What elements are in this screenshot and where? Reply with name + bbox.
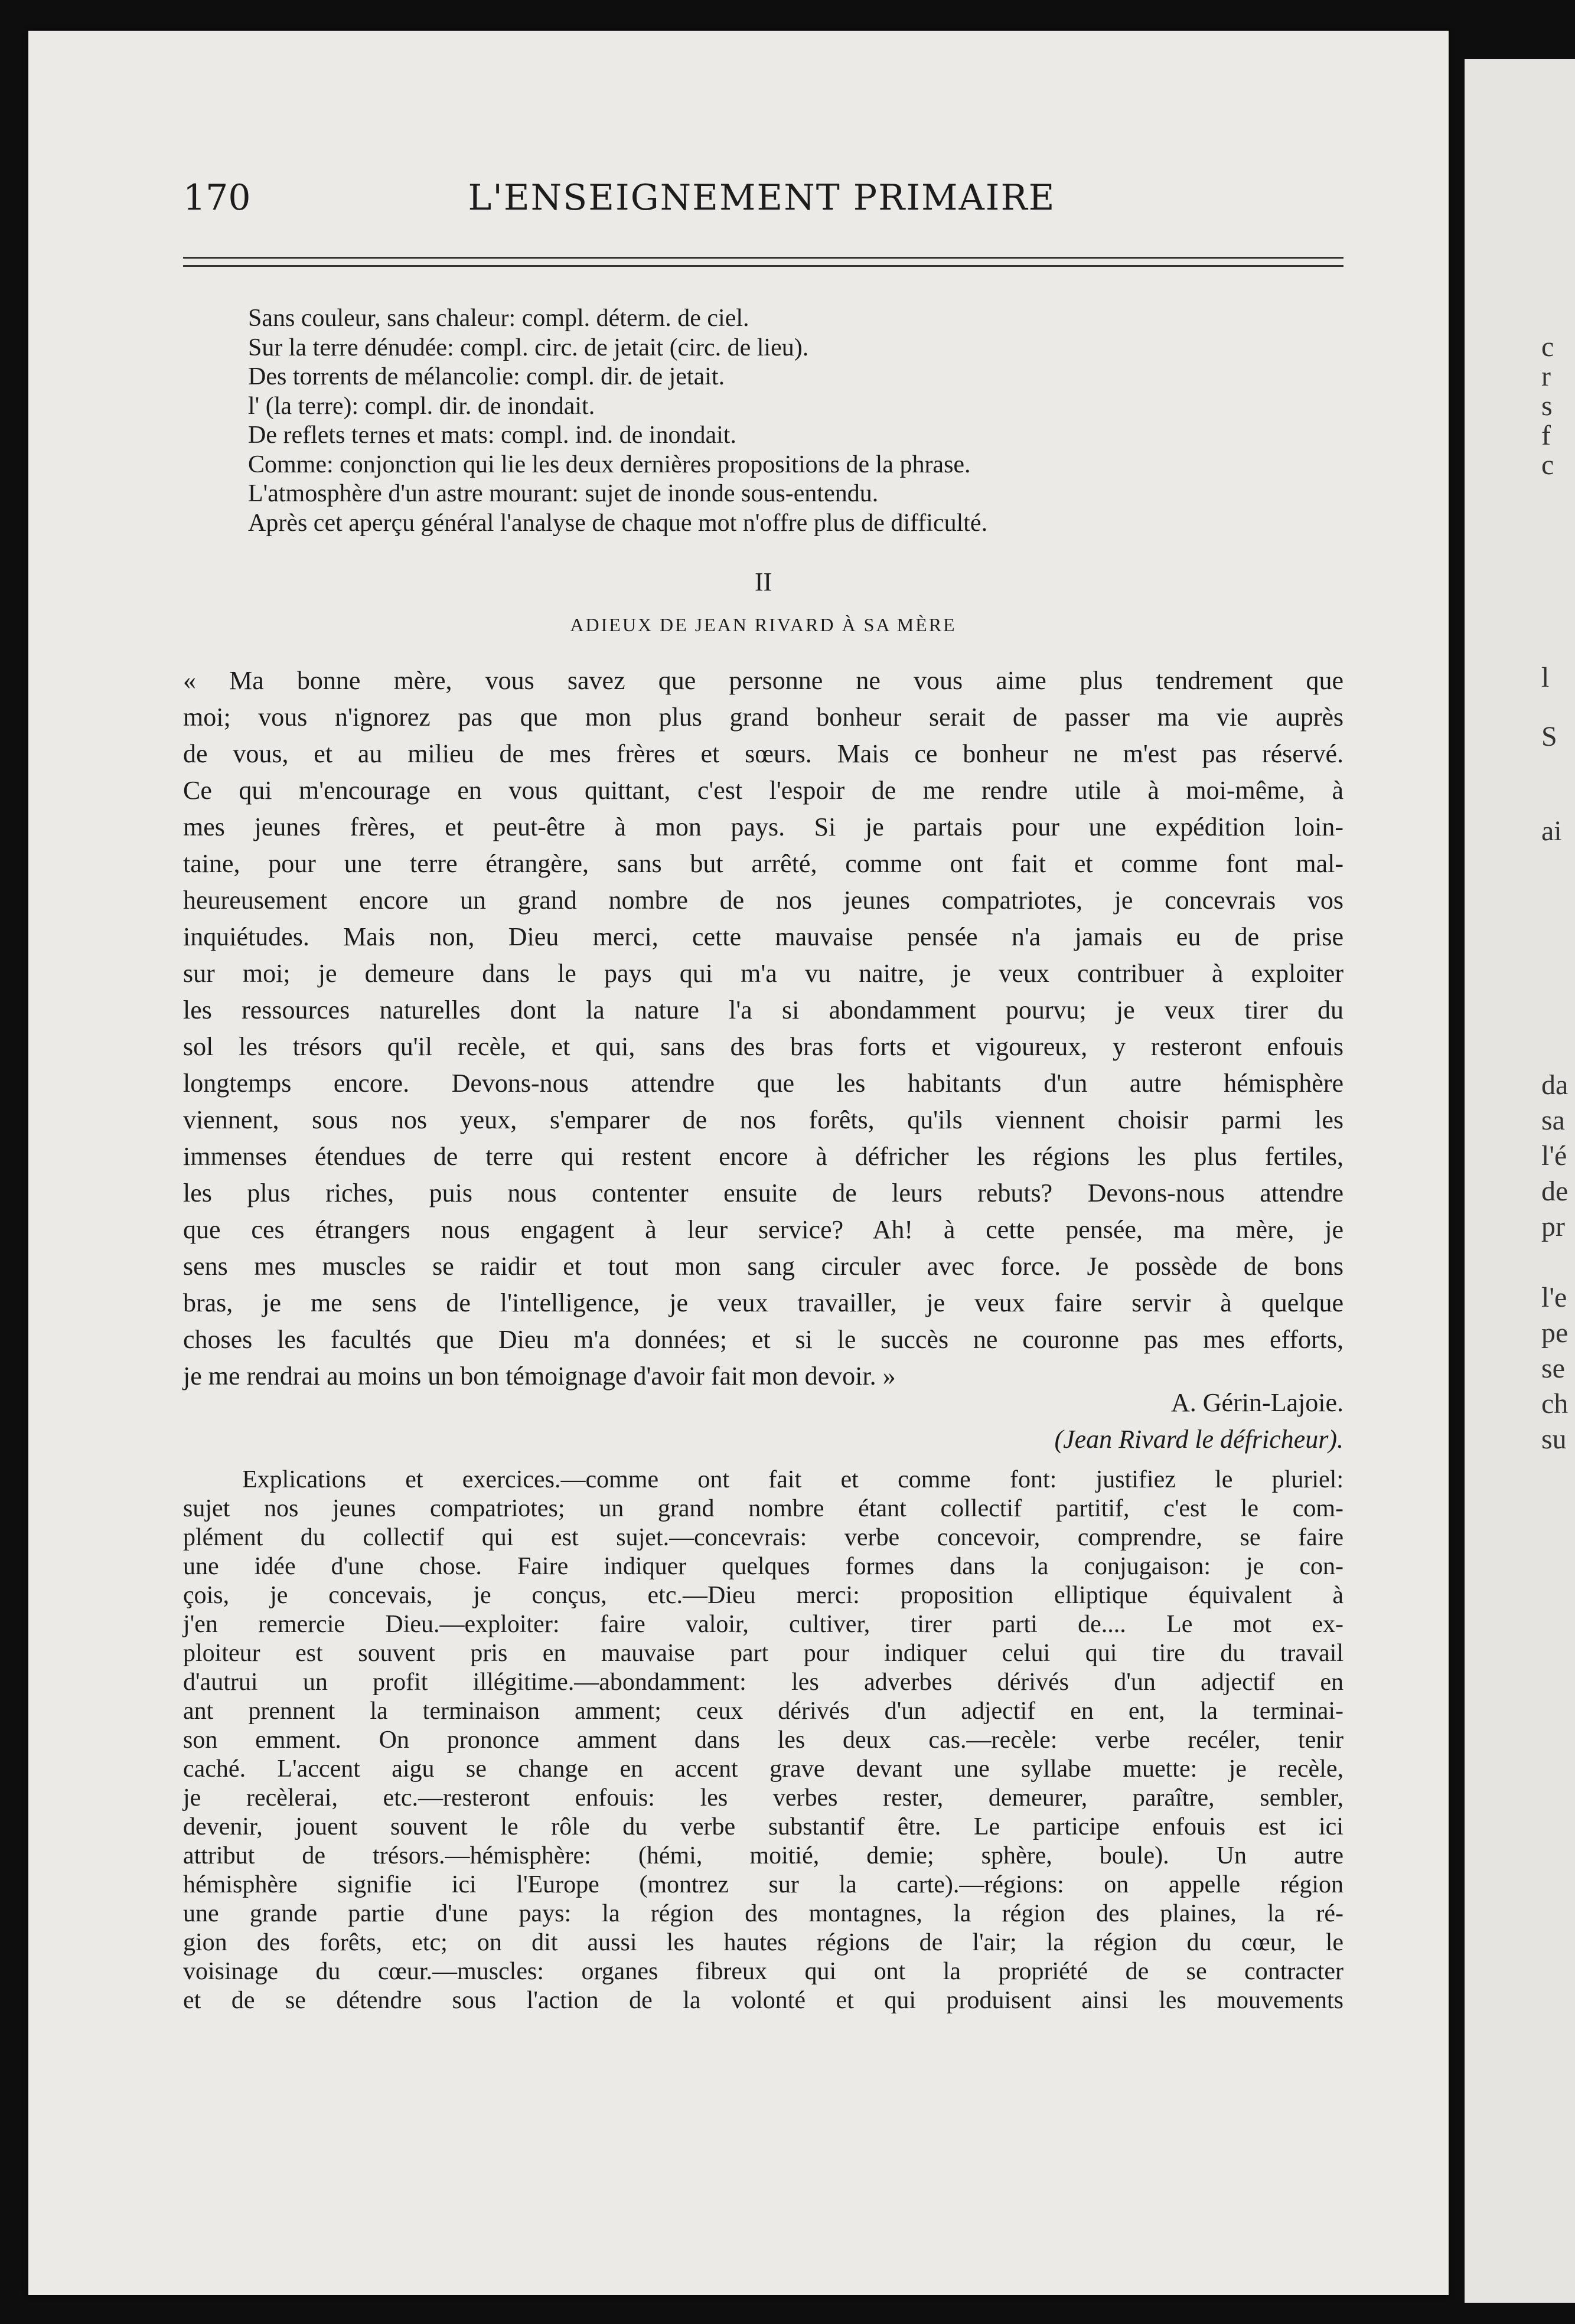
adjacent-page-fragment: pr	[1541, 1211, 1565, 1242]
adjacent-page-fragment: c	[1541, 449, 1554, 481]
analysis-line: Sur la terre dénudée: compl. circ. de jetait (circ. de lieu).	[248, 334, 809, 361]
quote-line: les ressources naturelles dont la nature l'a si abondamment pourvu; je veux tirer du	[183, 995, 1344, 1024]
adjacent-page-fragment: l'e	[1541, 1282, 1567, 1313]
adjacent-page-fragment: S	[1541, 721, 1557, 752]
explications-line: caché. L'accent aigu se change en accent grave devant une syllabe muette: je recèle,	[183, 1755, 1344, 1783]
quote-line: sur moi; je demeure dans le pays qui m'a vu naitre, je veux contribuer à exploiter	[183, 959, 1344, 988]
explications-line: çois, je concevais, je conçus, etc.—Dieu merci: proposition elliptique équivalent à	[183, 1582, 1344, 1609]
explications-line: attribut de trésors.—hémisphère: (hémi, moitié, demie; sphère, boule). Un autre	[183, 1842, 1344, 1869]
explications-section	[183, 1465, 1344, 2015]
signature-source: (Jean Rivard le défricheur).	[1054, 1425, 1344, 1454]
adjacent-page-edge	[1465, 59, 1575, 2303]
signature	[1054, 1385, 1344, 1458]
analysis-list	[248, 304, 1344, 538]
adjacent-page-fragment: r	[1541, 361, 1551, 392]
adjacent-page-fragment: da	[1541, 1069, 1569, 1101]
quote-line: que ces étrangers nous engagent à leur service? Ah! à cette pensée, ma mère, je	[183, 1215, 1344, 1244]
adjacent-page-fragment: c	[1541, 331, 1554, 363]
explications-line: hémisphère signifie ici l'Europe (montrez sur la carte).—régions: on appelle région	[183, 1871, 1344, 1898]
quote-line: moi; vous n'ignorez pas que mon plus grand bonheur serait de passer ma vie auprès	[183, 703, 1344, 732]
quote-line: les plus riches, puis nous contenter ensuite de leurs rebuts? Devons-nous attendre	[183, 1179, 1344, 1207]
quote-line: « Ma bonne mère, vous savez que personne ne vous aime plus tendrement que	[183, 666, 1344, 695]
explications-line: devenir, jouent souvent le rôle du verbe substantif être. Le participe enfouis est ici	[183, 1813, 1344, 1840]
explications-line: et de se détendre sous l'action de la volonté et qui produisent ainsi les mouvements	[183, 1987, 1344, 2014]
explications-line: sujet nos jeunes compatriotes; un grand nombre étant collectif partitif, c'est le com-	[183, 1495, 1344, 1522]
page-header	[183, 177, 1341, 224]
explications-line: une grande partie d'une pays: la région des montagnes, la région des plaines, la ré-	[183, 1900, 1344, 1927]
quote-line: choses les facultés que Dieu m'a données; et si le succès ne couronne pas mes efforts,	[183, 1325, 1344, 1354]
adjacent-page-fragment: se	[1541, 1353, 1565, 1384]
quote-line: bras, je me sens de l'intelligence, je veux travailler, je veux faire servir à quelque	[183, 1288, 1344, 1317]
explications-line: une idée d'une chose. Faire indiquer quelques formes dans la conjugaison: je con-	[183, 1553, 1344, 1580]
explications-line: voisinage du cœur.—muscles: organes fibreux qui ont la propriété de se contracter	[183, 1958, 1344, 1985]
explications-line: gion des forêts, etc; on dit aussi les hautes régions de l'air; la région du cœur, le	[183, 1929, 1344, 1956]
adjacent-page-fragment: pe	[1541, 1317, 1569, 1349]
quote-passage	[183, 662, 1344, 1395]
section-number: II	[754, 567, 772, 596]
page-number: 170	[183, 177, 251, 218]
analysis-line: l' (la terre): compl. dir. de inondait.	[248, 392, 595, 420]
quote-line: de vous, et au milieu de mes frères et sœurs. Mais ce bonheur ne m'est pas réservé.	[183, 739, 1344, 768]
adjacent-page-fragment: f	[1541, 420, 1551, 451]
header-rule	[183, 265, 1344, 267]
quote-line: sol les trésors qu'il recèle, et qui, sans des bras forts et vigoureux, y resteront enfouis	[183, 1032, 1344, 1061]
quote-line: sens mes muscles se raidir et tout mon sang circuler avec force. Je possède de bons	[183, 1252, 1344, 1281]
explications-line: je recèlerai, etc.—resteront enfouis: les verbes rester, demeurer, paraître, sembler,	[183, 1784, 1344, 1811]
running-title: L'ENSEIGNEMENT PRIMAIRE	[468, 177, 1056, 218]
explications-line: j'en remercie Dieu.—exploiter: faire valoir, cultiver, tirer parti de.... Le mot ex-	[183, 1611, 1344, 1638]
analysis-line: Des torrents de mélancolie: compl. dir. de jetait.	[248, 363, 725, 390]
quote-line: Ce qui m'encourage en vous quittant, c'est l'espoir de me rendre utile à moi-même, à	[183, 776, 1344, 805]
quote-line: viennent, sous nos yeux, s'emparer de nos forêts, qu'ils viennent choisir parmi les	[183, 1105, 1344, 1134]
adjacent-page-fragment: ai	[1541, 815, 1562, 847]
explications-line: son emment. On prononce amment dans les deux cas.—recèle: verbe recéler, tenir	[183, 1726, 1344, 1754]
quote-line: inquiétudes. Mais non, Dieu merci, cette mauvaise pensée n'a jamais eu de prise	[183, 922, 1344, 951]
adjacent-page-fragment: ch	[1541, 1388, 1569, 1419]
quote-line: mes jeunes frères, et peut-être à mon pays. Si je partais pour une expédition loin-	[183, 812, 1344, 841]
explications-line: ant prennent la terminaison amment; ceux dérivés d'un adjectif en ent, la terminai-	[183, 1698, 1344, 1725]
explications-line: plément du collectif qui est sujet.—concevrais: verbe concevoir, comprendre, se faire	[183, 1524, 1344, 1551]
adjacent-page-fragment: su	[1541, 1424, 1567, 1455]
explications-line: ploiteur est souvent pris en mauvaise part pour indiquer celui qui tire du travail	[183, 1640, 1344, 1667]
adjacent-page-fragment: sa	[1541, 1105, 1565, 1136]
adjacent-page-fragment: l'é	[1541, 1140, 1567, 1171]
quote-line: immenses étendues de terre qui restent encore à défricher les régions les plus fertiles,	[183, 1142, 1344, 1171]
analysis-line: L'atmosphère d'un astre mourant: sujet de inonde sous-entendu.	[248, 480, 879, 507]
adjacent-page-fragment: de	[1541, 1176, 1569, 1207]
signature-author: A. Gérin-Lajoie.	[1171, 1388, 1344, 1417]
analysis-line: Comme: conjonction qui lie les deux dernières propositions de la phrase.	[248, 451, 971, 478]
header-rule	[183, 257, 1344, 259]
analysis-line: De reflets ternes et mats: compl. ind. de inondait.	[248, 422, 736, 449]
analysis-line: Après cet aperçu général l'analyse de chaque mot n'offre plus de difficulté.	[248, 509, 988, 537]
explications-line: d'autrui un profit illégitime.—abondamment: les adverbes dérivés d'un adjectif en	[183, 1669, 1344, 1696]
quote-line: taine, pour une terre étrangère, sans but arrêté, comme ont fait et comme font mal-	[183, 849, 1344, 878]
quote-line: heureusement encore un grand nombre de nos jeunes compatriotes, je concevrais vos	[183, 886, 1344, 915]
quote-line: longtemps encore. Devons-nous attendre que les habitants d'un autre hémisphère	[183, 1069, 1344, 1098]
adjacent-page-fragment: s	[1541, 390, 1553, 422]
quote-line: je me rendrai au moins un bon témoignage d'avoir fait mon devoir. »	[183, 1362, 896, 1391]
explications-line: Explications et exercices.—comme ont fait et comme font: justifiez le pluriel:	[242, 1466, 1344, 1493]
section-title: ADIEUX DE JEAN RIVARD À SA MÈRE	[570, 614, 957, 635]
analysis-line: Sans couleur, sans chaleur: compl. déterm. de ciel.	[248, 305, 749, 332]
adjacent-page-fragment: l	[1541, 662, 1550, 693]
